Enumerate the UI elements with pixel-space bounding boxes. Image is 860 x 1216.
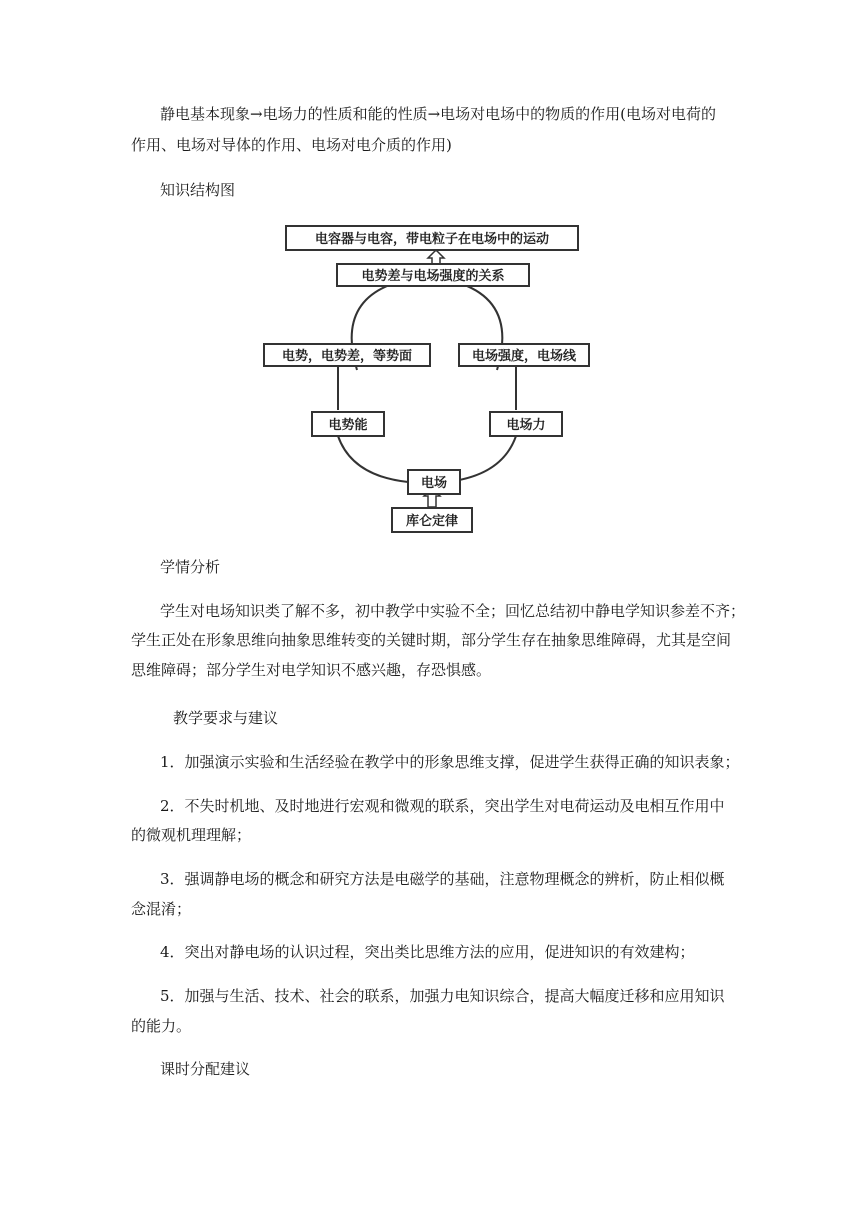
box-left-upper-label: 电势，电势差，等势面 xyxy=(281,349,413,364)
intro-line-2: 作用、电场对导体的作用、电场对电介质的作用) xyxy=(131,136,452,154)
analysis-line-1: 学生对电场知识类了解不多，初中教学中实验不全；回忆总结初中静电学知识参差不齐； xyxy=(160,602,746,620)
knowledge-structure-diagram xyxy=(262,214,592,536)
box-left-lower-label: 电势能 xyxy=(328,418,368,433)
arc-left-lower xyxy=(338,436,408,482)
box-coulomb-label: 库仑定律 xyxy=(405,514,459,529)
box-right-upper-label: 电场强度，电场线 xyxy=(471,349,577,364)
box-top-label: 电容器与电容，带电粒子在电场中的运动 xyxy=(314,232,550,247)
requirement-2-line-2: 的微观机理理解； xyxy=(131,826,252,844)
heading-structure: 知识结构图 xyxy=(160,181,236,199)
requirement-3-line-2: 念混淆； xyxy=(131,900,192,918)
requirement-5-line-2: 的能力。 xyxy=(131,1017,192,1035)
heading-schedule: 课时分配建议 xyxy=(160,1060,251,1078)
requirement-4: 4．突出对静电场的认识过程，突出类比思维方法的应用，促进知识的有效建构； xyxy=(160,943,695,961)
heading-requirements: 教学要求与建议 xyxy=(173,709,279,727)
analysis-line-2: 学生正处在形象思维向抽象思维转变的关键时期，部分学生存在抽象思维障碍，尤其是空间 xyxy=(131,631,732,649)
requirement-3-line-1: 3．强调静电场的概念和研究方法是电磁学的基础，注意物理概念的辨析，防止相似概 xyxy=(160,870,725,888)
up-arrow-icons xyxy=(424,250,444,507)
box-right-lower-label: 电场力 xyxy=(506,418,546,433)
heading-analysis: 学情分析 xyxy=(160,558,221,576)
requirement-5-line-1: 5．加强与生活、技术、社会的联系，加强力电知识综合，提高大幅度迁移和应用知识 xyxy=(160,987,725,1005)
up-arrow-icon-top xyxy=(428,250,444,264)
box-relation-label: 电势差与电场强度的关系 xyxy=(361,269,505,284)
intro-line-1: 静电基本现象→电场力的性质和能的性质→电场对电场中的物质的作用(电场对电荷的 xyxy=(160,105,716,123)
analysis-line-3: 思维障碍；部分学生对电学知识不感兴趣，存恐惧感。 xyxy=(131,661,492,679)
requirement-1: 1．加强演示实验和生活经验在教学中的形象思维支撑，促进学生获得正确的知识表象； xyxy=(160,753,740,771)
box-field-label: 电场 xyxy=(420,476,448,491)
requirement-2-line-1: 2．不失时机地、及时地进行宏观和微观的联系，突出学生对电荷运动及电相互作用中 xyxy=(160,797,725,815)
